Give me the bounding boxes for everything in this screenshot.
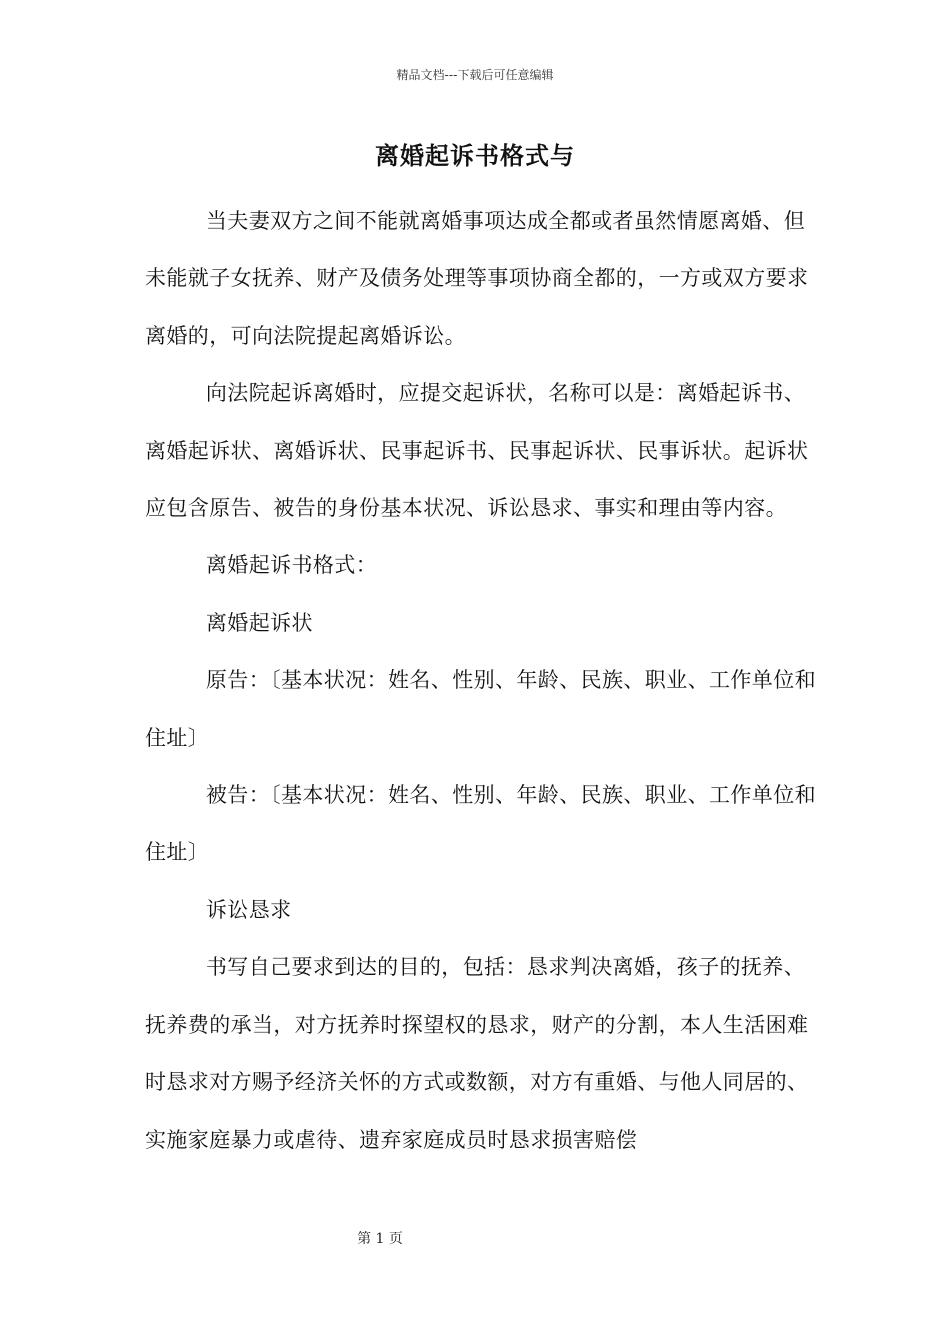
document-title: 离婚起诉书格式与 (375, 141, 575, 170)
paragraph-format-heading: 离婚起诉书格式： (205, 553, 378, 578)
paragraph-complaint-title: 离婚起诉状 (205, 610, 313, 635)
paragraph-defendant: 被告：〔基本状况：姓名、性别、年龄、民族、职业、工作单位和住址〕 (145, 783, 816, 865)
paragraph-claims-heading: 诉讼恳求 (205, 897, 292, 922)
paragraph-filing: 向法院起诉离婚时，应提交起诉状，名称可以是：离婚起诉书、离婚起诉状、离婚诉状、民事起诉书、民事起诉状、民事诉状。起诉状应包含原告、被告的身份基本状况、诉讼恳求、事实和理由等内容。 (145, 381, 809, 521)
document-body (145, 193, 820, 1169)
header-note: 精品文档---下载后可任意编辑 (396, 68, 554, 82)
paragraph-intro: 当夫妻双方之间不能就离婚事项达成全都或者虽然情愿离婚、但未能就子女抚养、财产及债务处理等事项协商全都的，一方或双方要求离婚的，可向法院提起离婚诉讼。 (145, 209, 809, 348)
paragraph-claims-body: 书写自己要求到达的目的，包括：恳求判决离婚，孩子的抚养、抚养费的承当，对方抚养时探望权的恳求，财产的分割，本人生活困难时恳求对方赐予经济关怀的方式或数额，对方有重婚、与他人同居的、实施家庭暴力或虐待、遗弃家庭成员时恳求损害赔偿 (145, 955, 809, 1152)
paragraph-plaintiff: 原告：〔基本状况：姓名、性别、年龄、民族、职业、工作单位和住址〕 (145, 668, 816, 750)
page-number: 第 1 页 (357, 1231, 403, 1247)
